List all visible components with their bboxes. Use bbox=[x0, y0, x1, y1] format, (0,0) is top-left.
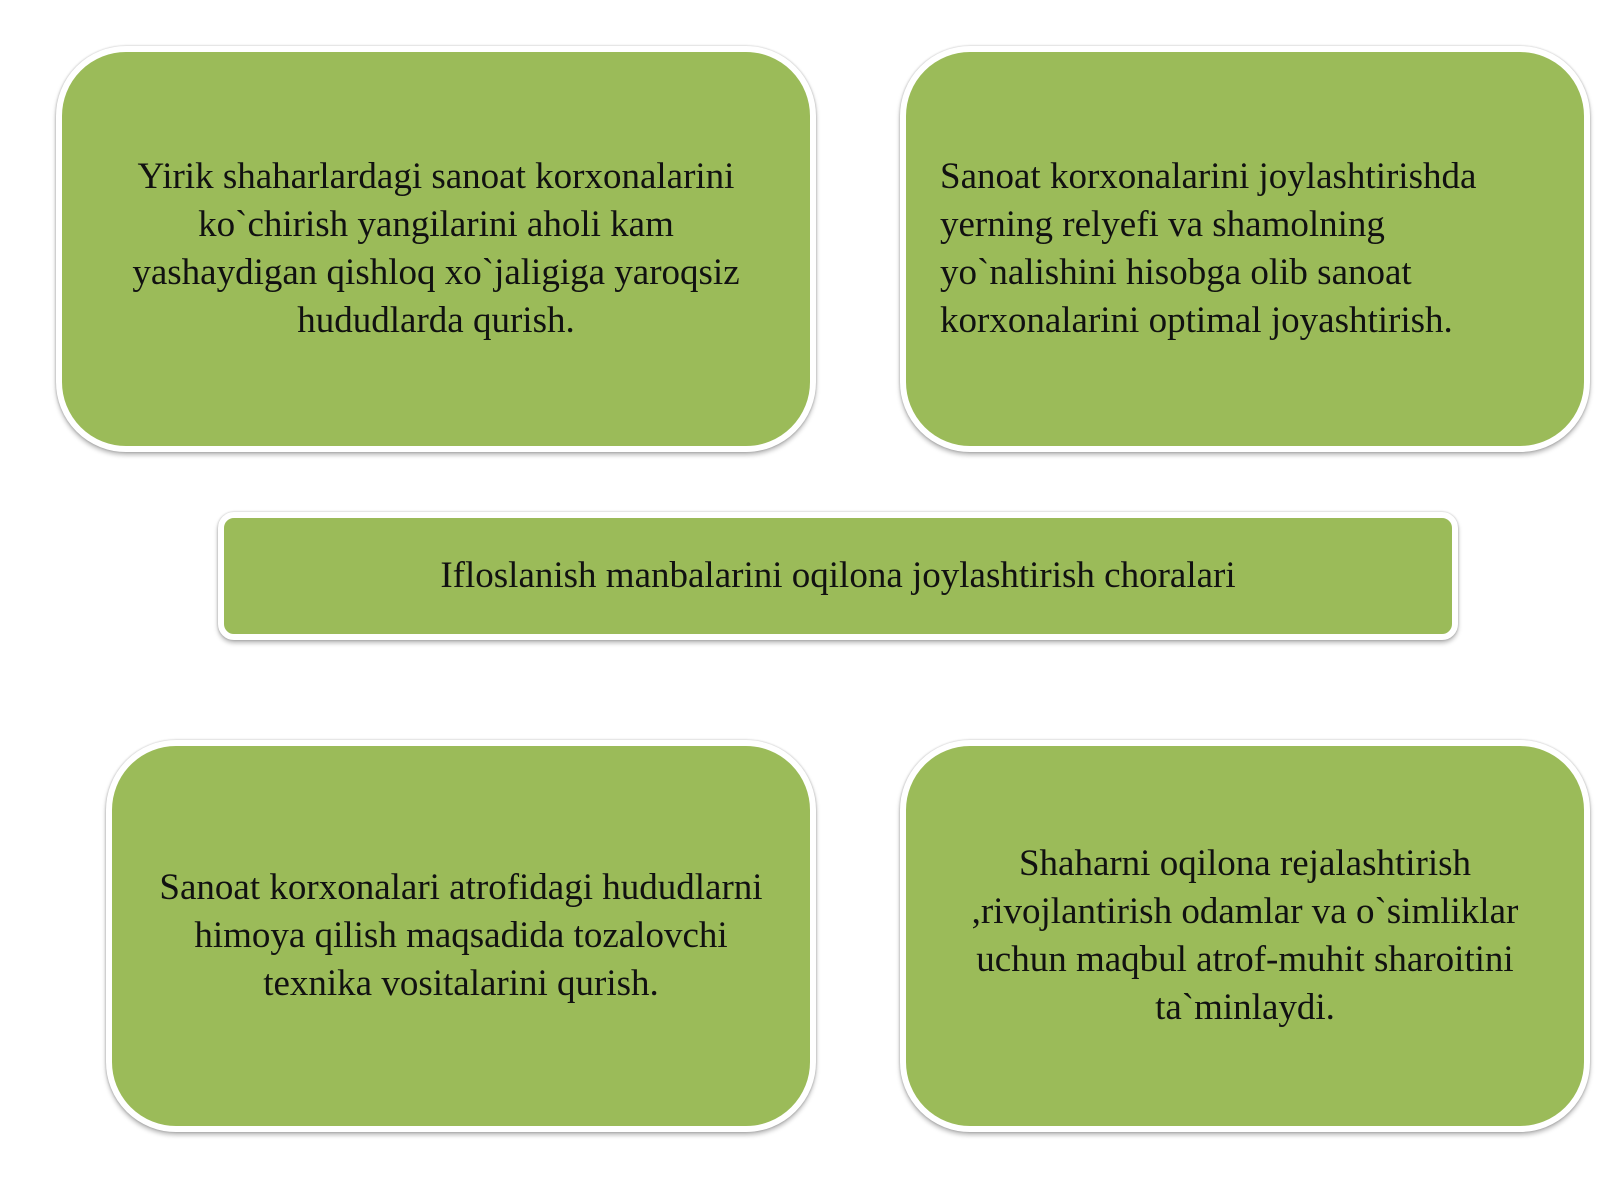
central-topic-text: Ifloslanish manbalarini oqilona joylashtirish choralari bbox=[440, 555, 1236, 596]
measure-box-bottom-left bbox=[106, 740, 816, 1132]
measure-text-bottom-right: Shaharni oqilona rejalashtirish ,rivojlantirish odamlar va o`simliklar uchun maqbul atrof-muhit sharoitini ta`minlaydi. bbox=[971, 843, 1519, 1028]
measure-box-bottom-right bbox=[900, 740, 1590, 1132]
measure-text-bottom-left: Sanoat korxonalari atrofidagi hududlarni himoya qilish maqsadida tozalovchi texnika vositalarini qurish. bbox=[159, 867, 763, 1004]
measure-text-top-left: Yirik shaharlardagi sanoat korxonalarini ko`chirish yangilarini aholi kam yashaydigan qishloq xo`jaligiga yaroqsiz hududlarda qurish. bbox=[132, 156, 740, 341]
measure-box-top-right bbox=[900, 46, 1590, 452]
measure-box-top-left bbox=[56, 46, 816, 452]
central-topic-box bbox=[218, 512, 1458, 640]
measure-text-top-right: Sanoat korxonalarini joylashtirishda yerning relyefi va shamolning yo`nalishini hisobga olib sanoat korxonalarini optimal joyashtirish. bbox=[940, 156, 1477, 341]
